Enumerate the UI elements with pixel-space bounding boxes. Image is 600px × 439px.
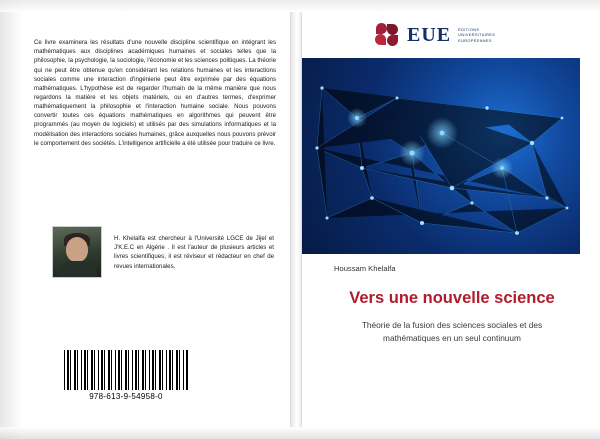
author-photo (52, 226, 102, 278)
publisher-name-line1: ÉDITIONS (458, 26, 480, 32)
author-photo-face (66, 237, 88, 262)
front-cover-subtitle: Théorie de la fusion des sciences sociales et des mathématiques en un seul continuum (361, 320, 543, 343)
cover-hero-image (302, 58, 580, 254)
author-block (34, 220, 280, 282)
back-cover-page (20, 12, 290, 428)
isbn-barcode (60, 348, 192, 408)
publisher-name (458, 27, 495, 44)
network-graphic-icon (302, 58, 580, 254)
author-bio-text: H. Khelalfa est chercheur à l'Université LGCE de Jijel et J'K.E.C en Algérie . Il est l'auteur de plusieurs articles et livres scientifiques, il est réviseur et rédacteur en chef de revues internationales. (114, 235, 274, 270)
page-edge-shadow-top (0, 0, 600, 12)
flower-logo-icon (374, 22, 400, 48)
front-cover-title: Vers une nouvelle science (349, 289, 555, 308)
publisher-name-line2: UNIVERSITAIRES (458, 32, 496, 38)
back-cover-blurb: Ce livre examinera les résultats d'une nouvelle discipline scientifique en intégrant les mathématiques aux disciplines académiques humaines et sociales telles que la philosophie, la psychologie, la sociologie, l'économie et les sciences politiques. La théorie qui ne peut être obtenue qu'en considérant les relations humaines et les interactions sociales comme une interaction d'ingénierie peut être exprimée par des équations mathématiques. L'hypothèse est de regarder l'humain de la même manière que nous regardons la matière et les objets matériels, ou en d'autres termes, d'exprimer mathématiquement la philosophie et l'interaction humaine sociale. Nous pouvons convertir toutes ces équations mathématiques en algorithmes qui peuvent être programmés (au moyen de logiciels) et utilisés par des simulations informatiques et la modélisation des interactions sociales humaines, grâce auxquelles nous pouvons prévoir le comportement des sociétés. L'intelligence artificielle a été utilisée pour traduire ce livre. (34, 39, 276, 147)
author-photo-body (59, 261, 97, 278)
isbn-number: 978-613-9-54958-0 (89, 392, 163, 401)
page-edge-shadow-bottom (0, 427, 600, 439)
front-cover-page (302, 12, 580, 428)
barcode-bars-icon (64, 350, 188, 390)
book-spine (290, 12, 302, 428)
front-cover-author: Houssam Khelalfa (334, 264, 396, 273)
page-edge-shadow-left (0, 0, 22, 439)
publisher-logo-bar (302, 12, 580, 58)
publisher-name-line3: EUROPÉENNES (458, 37, 492, 43)
publisher-initials: EUE (407, 23, 452, 46)
